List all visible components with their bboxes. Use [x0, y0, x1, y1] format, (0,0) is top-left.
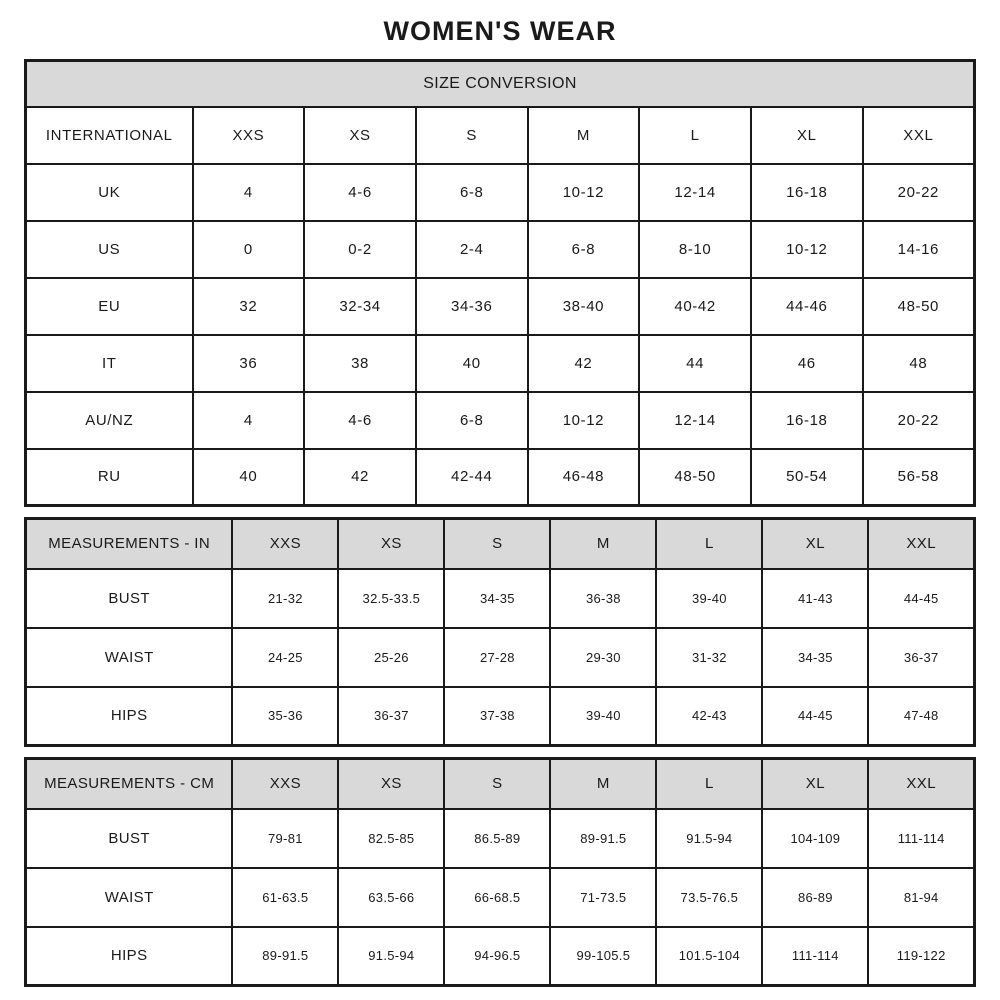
- value-cell: 89-91.5: [550, 809, 656, 868]
- value-cell: 41-43: [762, 569, 868, 628]
- value-cell: 40: [193, 449, 305, 506]
- value-cell: 63.5-66: [338, 868, 444, 927]
- value-cell: 34-36: [416, 278, 528, 335]
- table-row-bust: [26, 809, 975, 868]
- value-cell: 50-54: [751, 449, 863, 506]
- value-cell: 31-32: [656, 628, 762, 687]
- value-cell: 4-6: [304, 392, 416, 449]
- value-cell: 38-40: [528, 278, 640, 335]
- value-cell: 6-8: [416, 392, 528, 449]
- column-header-row: [26, 107, 975, 164]
- table-row-waist: [26, 628, 975, 687]
- value-cell: 2-4: [416, 221, 528, 278]
- value-cell: 4: [193, 164, 305, 221]
- table-row-hips: [26, 927, 975, 986]
- measurements-in-header: MEASUREMENTS - IN: [26, 519, 233, 569]
- value-cell: 34-35: [762, 628, 868, 687]
- value-cell: 29-30: [550, 628, 656, 687]
- col-header-l: L: [656, 519, 762, 569]
- value-cell: 42-44: [416, 449, 528, 506]
- value-cell: 119-122: [868, 927, 974, 986]
- col-header-l: L: [639, 107, 751, 164]
- value-cell: 35-36: [232, 687, 338, 746]
- table-row-bust: [26, 569, 975, 628]
- col-header-xxl: XXL: [863, 107, 975, 164]
- value-cell: 37-38: [444, 687, 550, 746]
- value-cell: 91.5-94: [338, 927, 444, 986]
- row-label-cell: HIPS: [26, 687, 233, 746]
- value-cell: 20-22: [863, 392, 975, 449]
- row-label-cell: RU: [26, 449, 193, 506]
- value-cell: 66-68.5: [444, 868, 550, 927]
- value-cell: 48-50: [639, 449, 751, 506]
- size-conversion-header: SIZE CONVERSION: [26, 61, 975, 107]
- value-cell: 91.5-94: [656, 809, 762, 868]
- col-header-xl: XL: [762, 759, 868, 809]
- value-cell: 44-46: [751, 278, 863, 335]
- value-cell: 104-109: [762, 809, 868, 868]
- table-row-uk: [26, 164, 975, 221]
- col-header-international: INTERNATIONAL: [26, 107, 193, 164]
- col-header-xs: XS: [338, 759, 444, 809]
- value-cell: 48-50: [863, 278, 975, 335]
- value-cell: 36-37: [338, 687, 444, 746]
- value-cell: 99-105.5: [550, 927, 656, 986]
- table-row-us: [26, 221, 975, 278]
- value-cell: 44-45: [868, 569, 974, 628]
- table-header-row: [26, 519, 975, 569]
- value-cell: 16-18: [751, 392, 863, 449]
- col-header-s: S: [416, 107, 528, 164]
- value-cell: 16-18: [751, 164, 863, 221]
- measurements-cm-table: [24, 757, 976, 987]
- value-cell: 111-114: [868, 809, 974, 868]
- value-cell: 82.5-85: [338, 809, 444, 868]
- value-cell: 86-89: [762, 868, 868, 927]
- col-header-xxs: XXS: [193, 107, 305, 164]
- row-label-cell: US: [26, 221, 193, 278]
- value-cell: 48: [863, 335, 975, 392]
- row-label-cell: BUST: [26, 809, 233, 868]
- value-cell: 111-114: [762, 927, 868, 986]
- value-cell: 44-45: [762, 687, 868, 746]
- value-cell: 47-48: [868, 687, 974, 746]
- row-label-cell: UK: [26, 164, 193, 221]
- value-cell: 6-8: [528, 221, 640, 278]
- col-header-xxl: XXL: [868, 759, 974, 809]
- row-label-cell: WAIST: [26, 868, 233, 927]
- value-cell: 71-73.5: [550, 868, 656, 927]
- col-header-s: S: [444, 519, 550, 569]
- col-header-xs: XS: [304, 107, 416, 164]
- measurements-cm-header: MEASUREMENTS - CM: [26, 759, 233, 809]
- value-cell: 24-25: [232, 628, 338, 687]
- col-header-xxs: XXS: [232, 519, 338, 569]
- row-label-cell: WAIST: [26, 628, 233, 687]
- value-cell: 81-94: [868, 868, 974, 927]
- row-label-cell: AU/NZ: [26, 392, 193, 449]
- value-cell: 36-38: [550, 569, 656, 628]
- value-cell: 42: [304, 449, 416, 506]
- value-cell: 39-40: [550, 687, 656, 746]
- value-cell: 32: [193, 278, 305, 335]
- table-row-eu: [26, 278, 975, 335]
- row-label-cell: BUST: [26, 569, 233, 628]
- value-cell: 36: [193, 335, 305, 392]
- col-header-xs: XS: [338, 519, 444, 569]
- table-row-aunz: [26, 392, 975, 449]
- value-cell: 44: [639, 335, 751, 392]
- col-header-m: M: [550, 519, 656, 569]
- value-cell: 4-6: [304, 164, 416, 221]
- page-title: WOMEN'S WEAR: [383, 16, 617, 46]
- col-header-s: S: [444, 759, 550, 809]
- value-cell: 36-37: [868, 628, 974, 687]
- value-cell: 21-32: [232, 569, 338, 628]
- value-cell: 32.5-33.5: [338, 569, 444, 628]
- value-cell: 101.5-104: [656, 927, 762, 986]
- col-header-m: M: [528, 107, 640, 164]
- value-cell: 6-8: [416, 164, 528, 221]
- value-cell: 12-14: [639, 392, 751, 449]
- value-cell: 12-14: [639, 164, 751, 221]
- value-cell: 34-35: [444, 569, 550, 628]
- value-cell: 79-81: [232, 809, 338, 868]
- value-cell: 46-48: [528, 449, 640, 506]
- value-cell: 73.5-76.5: [656, 868, 762, 927]
- value-cell: 94-96.5: [444, 927, 550, 986]
- value-cell: 61-63.5: [232, 868, 338, 927]
- table-row-ru: [26, 449, 975, 506]
- value-cell: 14-16: [863, 221, 975, 278]
- value-cell: 25-26: [338, 628, 444, 687]
- col-header-xl: XL: [751, 107, 863, 164]
- col-header-m: M: [550, 759, 656, 809]
- table-header-row: [26, 759, 975, 809]
- value-cell: 27-28: [444, 628, 550, 687]
- value-cell: 10-12: [528, 392, 640, 449]
- value-cell: 40: [416, 335, 528, 392]
- value-cell: 40-42: [639, 278, 751, 335]
- table-row-hips: [26, 687, 975, 746]
- col-header-xl: XL: [762, 519, 868, 569]
- value-cell: 38: [304, 335, 416, 392]
- value-cell: 20-22: [863, 164, 975, 221]
- table-row-waist: [26, 868, 975, 927]
- col-header-l: L: [656, 759, 762, 809]
- value-cell: 4: [193, 392, 305, 449]
- col-header-xxs: XXS: [232, 759, 338, 809]
- value-cell: 32-34: [304, 278, 416, 335]
- value-cell: 86.5-89: [444, 809, 550, 868]
- value-cell: 42-43: [656, 687, 762, 746]
- table-row-it: [26, 335, 975, 392]
- value-cell: 10-12: [751, 221, 863, 278]
- value-cell: 56-58: [863, 449, 975, 506]
- value-cell: 46: [751, 335, 863, 392]
- value-cell: 42: [528, 335, 640, 392]
- row-label-cell: EU: [26, 278, 193, 335]
- value-cell: 0: [193, 221, 305, 278]
- value-cell: 0-2: [304, 221, 416, 278]
- table-header-row: [26, 61, 975, 107]
- size-conversion-table: [24, 59, 976, 507]
- value-cell: 39-40: [656, 569, 762, 628]
- measurements-in-table: [24, 517, 976, 747]
- row-label-cell: HIPS: [26, 927, 233, 986]
- col-header-xxl: XXL: [868, 519, 974, 569]
- value-cell: 8-10: [639, 221, 751, 278]
- value-cell: 89-91.5: [232, 927, 338, 986]
- value-cell: 10-12: [528, 164, 640, 221]
- row-label-cell: IT: [26, 335, 193, 392]
